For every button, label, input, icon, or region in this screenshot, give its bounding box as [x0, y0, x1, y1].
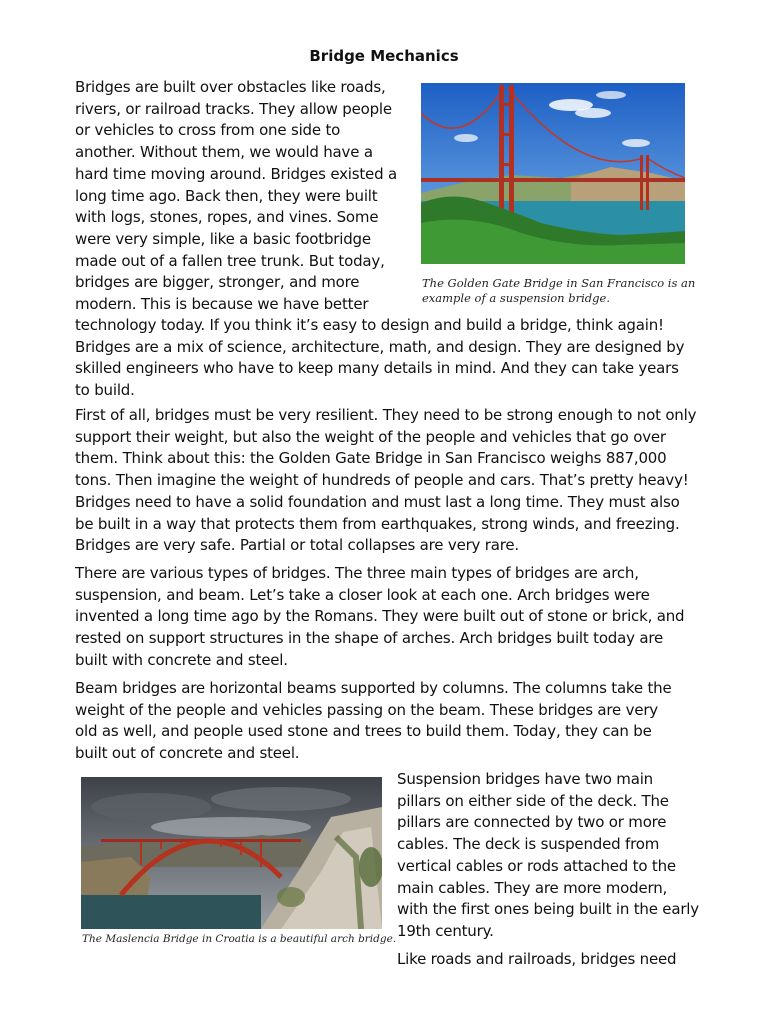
text-line: technology today. If you think it’s easy to design and build a bridge, think again!: [75, 316, 664, 334]
text-line: example of a suspension bridge.: [422, 291, 610, 305]
text-line: support their weight, but also the weight of the people and vehicles that go over: [75, 427, 666, 446]
text-line: built out of concrete and steel.: [75, 744, 300, 763]
text-line: Beam bridges are horizontal beams supported by columns. The columns take the: [75, 679, 672, 697]
text-line: made out of a fallen tree trunk. But today,: [75, 251, 385, 270]
text-line: skilled engineers who have to keep many details in mind. And they can take years: [75, 359, 679, 378]
text-line: Bridges need to have a solid foundation and must last a long time. They must also: [75, 492, 680, 511]
text-line: hard time moving around. Bridges existed a: [75, 164, 397, 183]
text-line: rivers, or railroad tracks. They allow people: [75, 99, 392, 118]
text-line: old as well, and people used stone and trees to build them. Today, they can be: [75, 722, 652, 741]
text-line: There are various types of bridges. The three main types of bridges are arch,: [75, 564, 639, 582]
paragraph-intro-continued: [75, 315, 705, 402]
text-line: or vehicles to cross from one side to: [75, 121, 341, 140]
text-line: Bridges are very safe. Partial or total collapses are very rare.: [75, 536, 519, 555]
text-line: bridges are bigger, stronger, and more: [75, 273, 360, 292]
text-line: pillars on either side of the deck. The: [397, 791, 669, 810]
text-line: weight of the people and vehicles passing on the beam. These bridges are very: [75, 700, 658, 719]
text-line: vertical cables or rods attached to the: [397, 856, 676, 875]
text-line: built with concrete and steel.: [75, 650, 288, 669]
text-line: with logs, stones, ropes, and vines. Some: [75, 208, 379, 227]
text-line: to build.: [75, 381, 135, 400]
text-line: Bridges are a mix of science, architecture, math, and design. They are designed by: [75, 337, 685, 356]
text-line: rested on support structures in the shape of arches. Arch bridges built today are: [75, 629, 664, 648]
text-line: main cables. They are more modern,: [397, 878, 668, 897]
text-line: First of all, bridges must be very resilient. They need to be strong enough to not only: [75, 406, 697, 424]
text-line: cables. The deck is suspended from: [397, 835, 660, 854]
paragraph-bridge-types: [75, 563, 705, 672]
text-line: suspension, and beam. Let’s take a closer look at each one. Arch bridges were: [75, 585, 650, 604]
golden-gate-caption: [422, 276, 702, 306]
text-line: be built in a way that protects them from earthquakes, strong winds, and freezing.: [75, 514, 680, 533]
paragraph-beam-bridges: [75, 678, 705, 765]
paragraph-roads-railroads: [397, 949, 707, 971]
text-line: long time ago. Back then, they were built: [75, 186, 378, 205]
page-title: Bridge Mechanics: [309, 47, 459, 65]
text-line: them. Think about this: the Golden Gate Bridge in San Francisco weighs 887,000: [75, 449, 667, 468]
text-line: pillars are connected by two or more: [397, 813, 667, 832]
text-line: invented a long time ago by the Romans. They were built out of stone or brick, and: [75, 607, 685, 626]
paragraph-resilience: [75, 405, 705, 557]
paragraph-intro-wrapped: [75, 77, 415, 316]
maslenica-bridge-photo: [81, 777, 382, 929]
text-line: another. Without them, we would have a: [75, 143, 373, 162]
text-line: tons. Then imagine the weight of hundreds of people and cars. That’s pretty heavy!: [75, 471, 689, 490]
paragraph-suspension-bridges: [397, 769, 707, 943]
text-line: with the first ones being built in the early: [397, 900, 699, 919]
text-line: 19th century.: [397, 921, 494, 940]
text-line: The Golden Gate Bridge in San Francisco is an: [422, 276, 696, 290]
maslenica-caption: The Maslencia Bridge in Croatia is a beautiful arch bridge.: [82, 933, 397, 945]
golden-gate-bridge-photo: [421, 83, 685, 264]
text-line: Suspension bridges have two main: [397, 770, 653, 788]
text-line: were very simple, like a basic footbridge: [75, 229, 371, 248]
text-line: Bridges are built over obstacles like roads,: [75, 78, 386, 96]
text-line: Like roads and railroads, bridges need: [397, 950, 677, 968]
text-line: modern. This is because we have better: [75, 295, 369, 314]
